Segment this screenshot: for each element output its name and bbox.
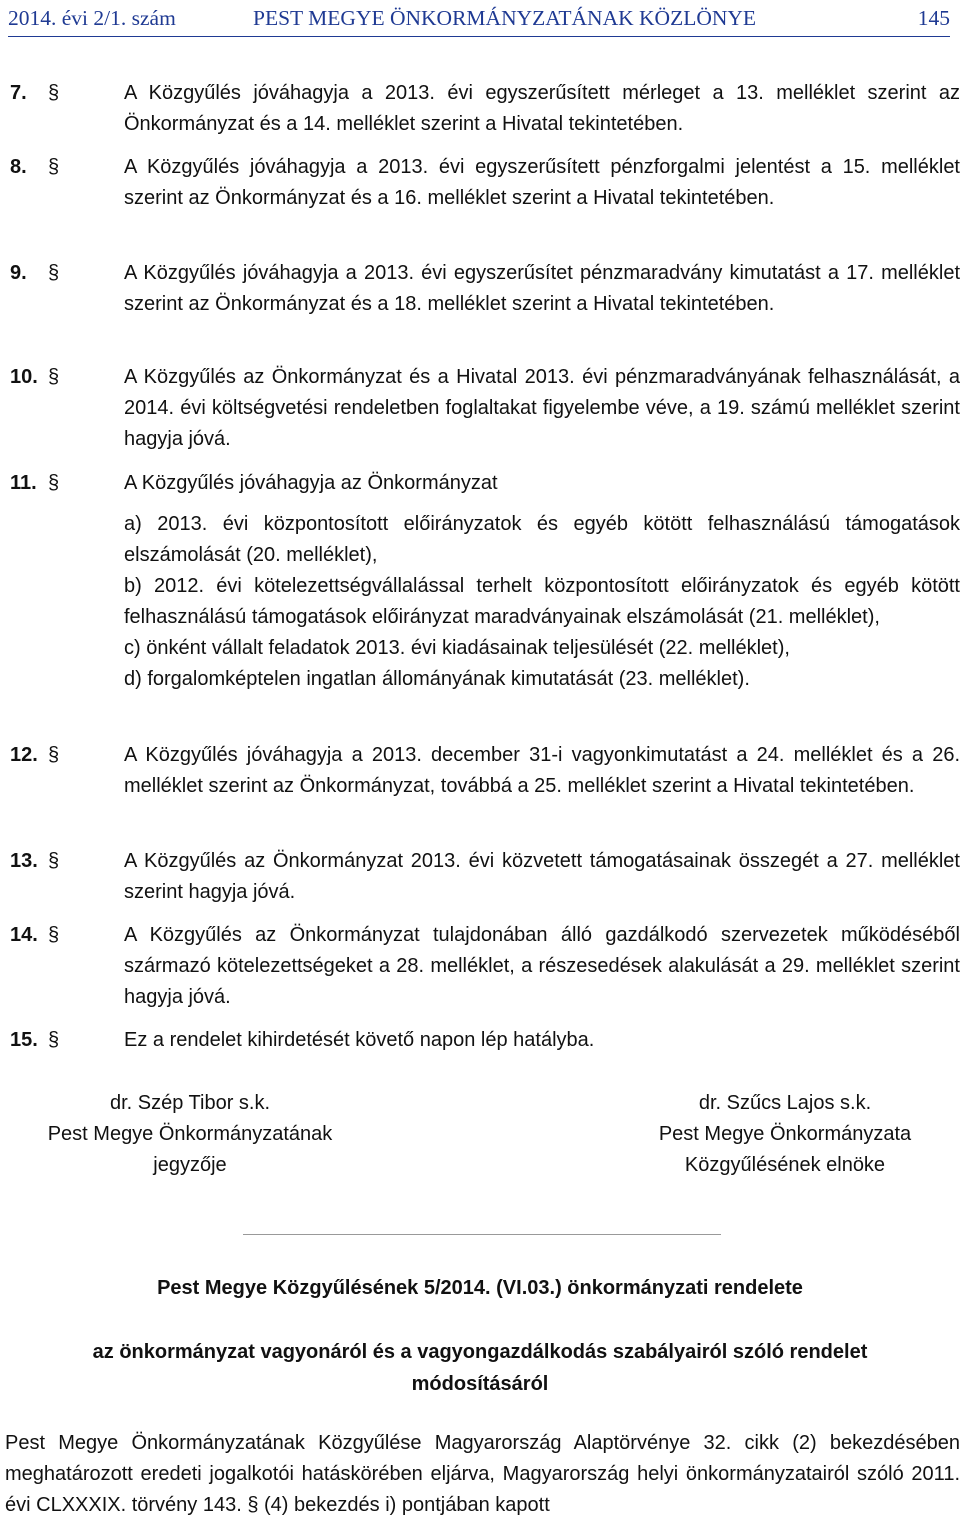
section-divider [243, 1234, 721, 1235]
section-number: 12. [10, 744, 38, 766]
section-text: Ez a rendelet kihirdetését követő napon lép hatályba. [124, 1029, 595, 1051]
page-number: 145 [917, 6, 950, 30]
section-number: 10. [10, 366, 38, 388]
decree-preamble: Pest Megye Önkormányzatának Közgyűlése Magyarország Alaptörvénye 32. cikk (2) bekezdésében meghatározott eredeti jogalkotói hatáskörében eljárva, Magyarország helyi önkormányzatairól szóló 2011. évi CLXXXIX. törvény 143. § (4) bekezdés i) pontjában kapott [5, 1432, 960, 1516]
page-header [8, 4, 950, 32]
list-item: a) 2013. évi központosított előirányzatok és egyéb kötött felhasználású támogatások elszámolását (20. melléklet), [124, 513, 960, 566]
section-number: 7. [10, 82, 27, 104]
section-sign: § [48, 472, 60, 494]
section-7 [10, 78, 960, 140]
signature-chairman [605, 1088, 960, 1181]
section-14 [10, 920, 960, 1013]
section-sign: § [48, 82, 60, 104]
section-number: 15. [10, 1029, 38, 1051]
signer-role: Közgyűlésének elnöke [684, 1154, 886, 1176]
list-item: d) forgalomképtelen ingatlan állományának kimutatását (23. melléklet). [124, 668, 750, 690]
section-text: A Közgyűlés az Önkormányzat és a Hivatal 2013. évi pénzmaradványának felhasználását, a 2014. évi költségvetési rendeletben foglaltakat figyelembe véve, a 19. számú melléklet szerint hagyja jóvá. [124, 366, 960, 450]
section-number: 13. [10, 850, 38, 872]
section-sign: § [48, 366, 60, 388]
section-number: 14. [10, 924, 38, 946]
section-number: 8. [10, 156, 27, 178]
section-9 [10, 258, 960, 320]
section-text: A Közgyűlés az Önkormányzat 2013. évi közvetett támogatásainak összegét a 27. melléklet szerint hagyja jóvá. [124, 850, 960, 903]
section-text: A Közgyűlés jóváhagyja a 2013. évi egyszerűsített mérleget a 13. melléklet szerint az Önkormányzat és a 14. melléklet szerint a Hivatal tekintetében. [124, 82, 960, 135]
section-sign: § [48, 744, 60, 766]
section-sign: § [48, 1029, 60, 1051]
list-item: c) önként vállalt feladatok 2013. évi kiadásainak teljesülését (22. melléklet), [124, 637, 790, 659]
header-divider [8, 36, 950, 37]
section-13 [10, 846, 960, 908]
signature-notary [10, 1088, 370, 1181]
section-12 [10, 740, 960, 802]
signer-title: Pest Megye Önkormányzatának [47, 1123, 333, 1145]
issue-number: 2014. évi 2/1. szám [8, 6, 176, 30]
section-sign: § [48, 156, 60, 178]
section-sign: § [48, 262, 60, 284]
list-item: b) 2012. évi kötelezettségvállalással terhelt központosított előirányzatok és egyéb kötött felhasználású támogatások előirányzat maradványainak elszámolását (21. melléklet), [124, 575, 960, 628]
section-text: A Közgyűlés jóváhagyja a 2013. évi egyszerűsített pénzforgalmi jelentést a 15. melléklet szerint az Önkormányzat és a 16. melléklet szerint a Hivatal tekintetében. [124, 156, 960, 209]
section-10 [10, 362, 960, 455]
section-number: 11. [10, 472, 37, 494]
section-8 [10, 152, 960, 214]
section-sign: § [48, 850, 60, 872]
section-15 [10, 1025, 960, 1056]
decree-title: Pest Megye Közgyűlésének 5/2014. (VI.03.) önkormányzati rendelete [157, 1277, 803, 1299]
section-number: 9. [10, 262, 27, 284]
decree-subject: az önkormányzat vagyonáról és a vagyongazdálkodás szabályairól szóló rendelet módosításáról [92, 1341, 868, 1395]
section-text: A Közgyűlés jóváhagyja a 2013. december 31-i vagyonkimutatást a 24. melléklet és a 26. melléklet szerint az Önkormányzat, továbbá a 25. melléklet szerint a Hivatal tekintetében. [124, 744, 960, 797]
signer-title: Pest Megye Önkormányzata [658, 1123, 912, 1145]
signer-name: dr. Szép Tibor s.k. [109, 1092, 271, 1114]
section-text: A Közgyűlés jóváhagyja az Önkormányzat [124, 472, 498, 494]
section-text: A Közgyűlés az Önkormányzat tulajdonában álló gazdálkodó szervezetek működéséből származó kötelezettségeket a 28. melléklet, a részesedések alakulását a 29. melléklet szerint hagyja jóvá. [124, 924, 960, 1008]
signer-role: jegyzője [153, 1154, 227, 1176]
section-11 [10, 468, 960, 695]
signer-name: dr. Szűcs Lajos s.k. [698, 1092, 872, 1114]
section-text: A Közgyűlés jóváhagyja a 2013. évi egyszerűsítet pénzmaradvány kimutatást a 17. melléklet szerint az Önkormányzat és a 18. melléklet szerint a Hivatal tekintetében. [124, 262, 960, 315]
section-sign: § [48, 924, 60, 946]
publication-title: PEST MEGYE ÖNKORMÁNYZATÁNAK KÖZLÖNYE [253, 6, 757, 30]
